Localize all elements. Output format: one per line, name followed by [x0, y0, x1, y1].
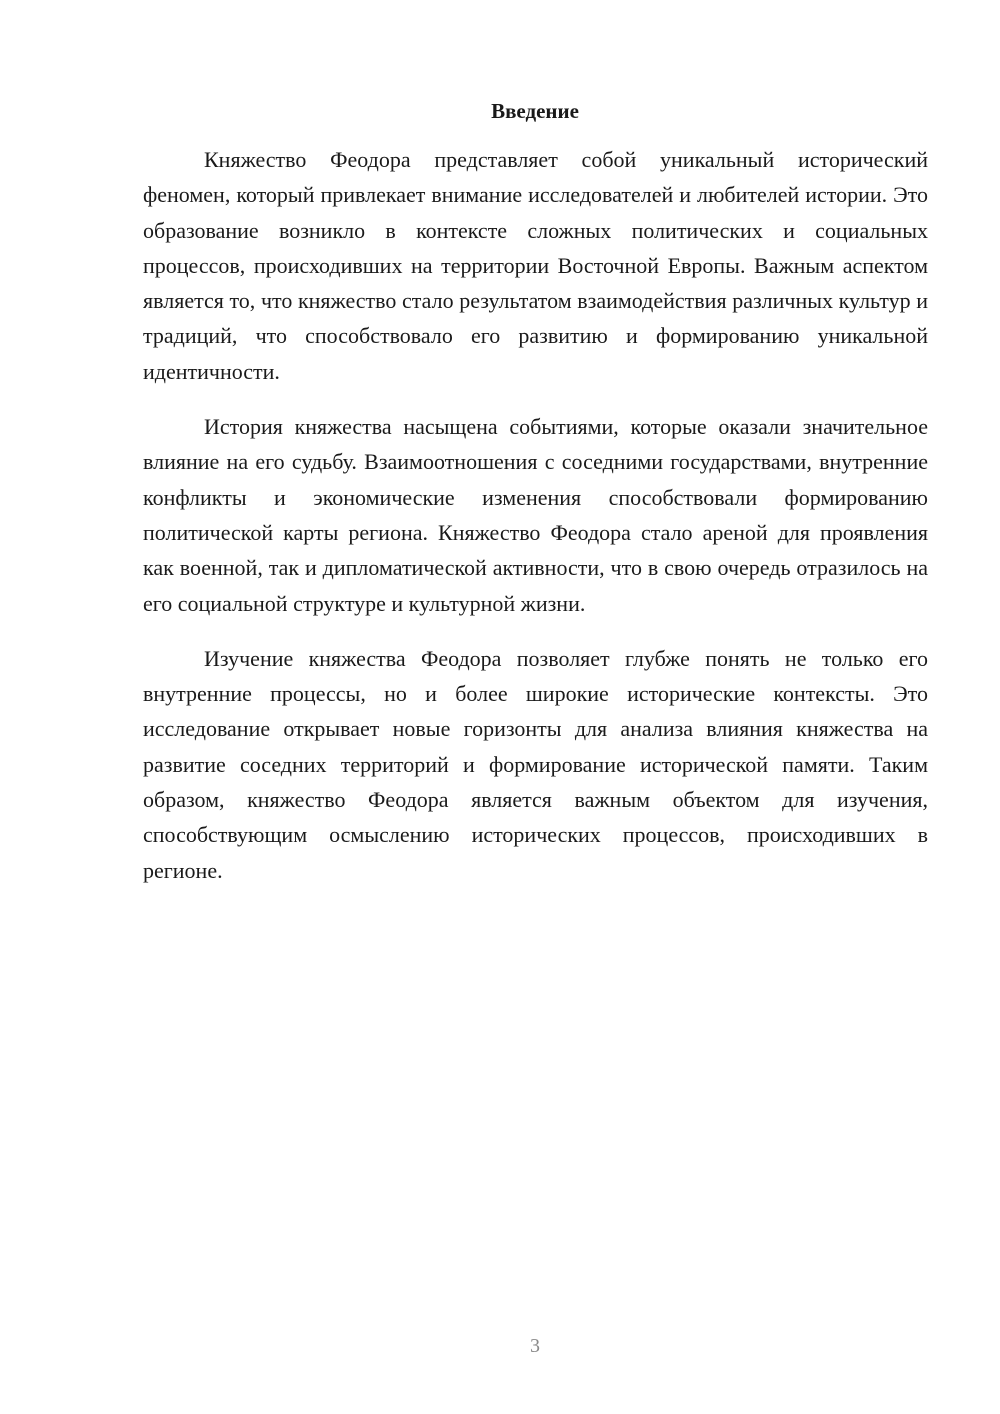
- body-text: [143, 142, 928, 908]
- paragraph-3: Изучение княжества Феодора позволяет глубже понять не только его внутренние процессы, но и более широкие исторические контексты. Это исследование открывает новые горизонты для анализа влияния княжества на развитие соседних территорий и формирование исторической памяти. Таким образом, княжество Феодора является важным объектом для изучения, способствующим осмыслению исторических процессов, происходивших в регионе.: [143, 645, 928, 883]
- paragraph-1: Княжество Феодора представляет собой уникальный исторический феномен, который привлекает внимание исследователей и любителей истории. Это образование возникло в контексте сложных политических и социальных процессов, происходивших на территории Восточной Европы. Важным аспектом является то, что княжество стало результатом взаимодействия различных культур и традиций, что способствовало его развитию и формированию уникальной идентичности.: [143, 147, 928, 384]
- paragraph-2: История княжества насыщена событиями, которые оказали значительное влияние на его судьбу. Взаимоотношения с соседними государствами, внутренние конфликты и экономические изменения способствовали формированию политической карты региона. Княжество Феодора стало ареной для проявления как военной, так и дипломатической активности, что в свою очередь отразилось на его социальной структуре и культурной жизни.: [143, 414, 928, 616]
- page-number: 3: [530, 1335, 540, 1357]
- section-heading: Введение: [491, 99, 579, 123]
